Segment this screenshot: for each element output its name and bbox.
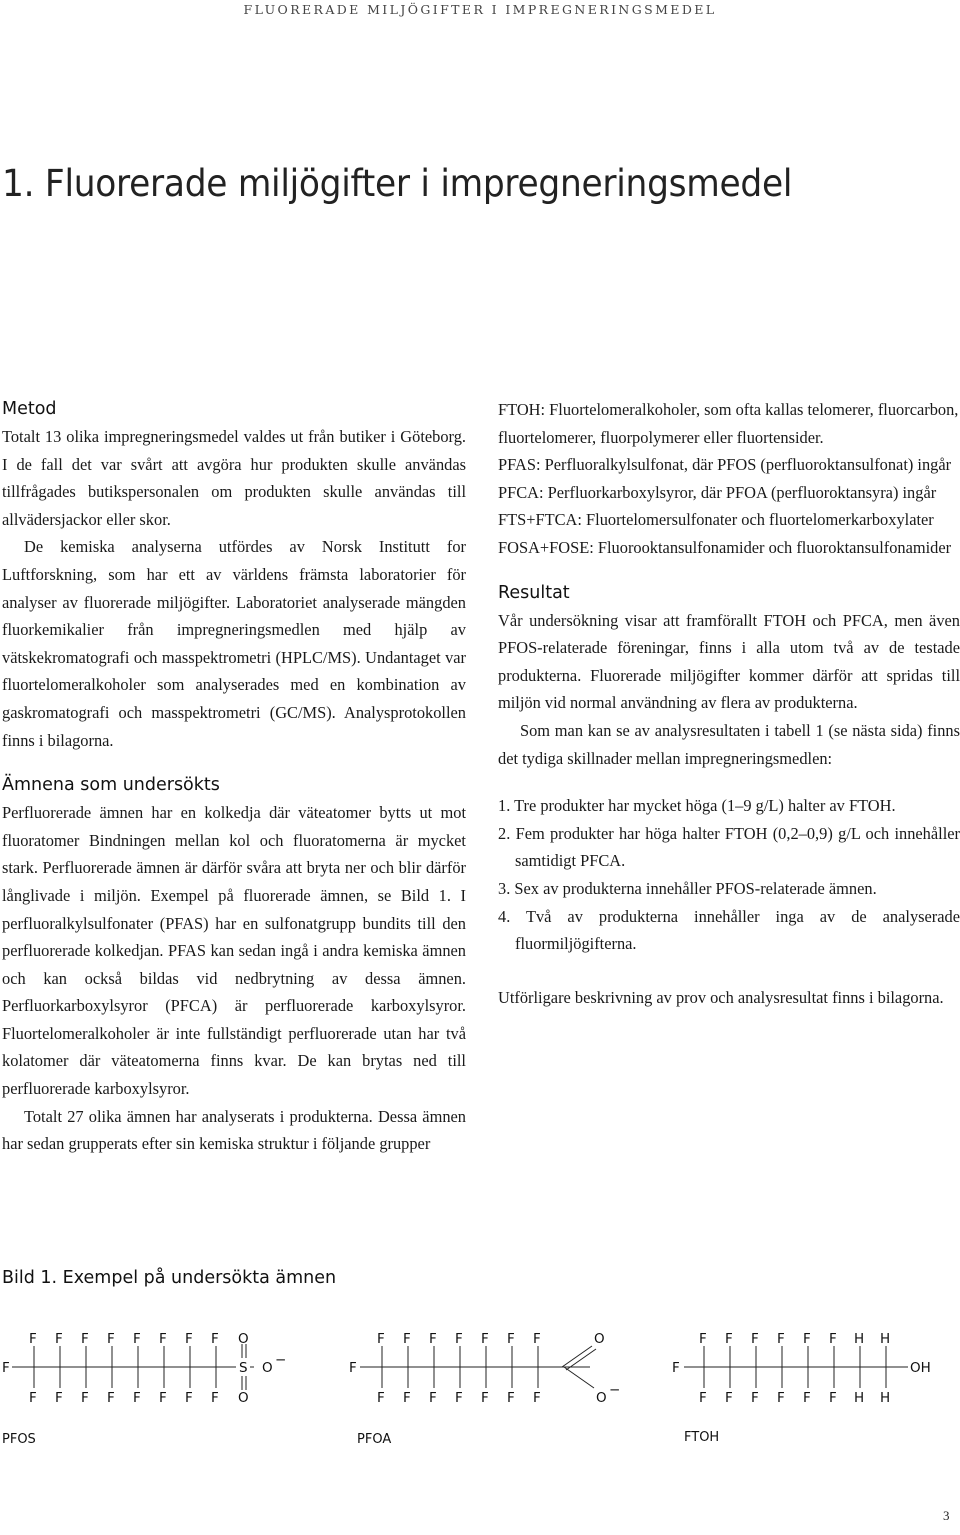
atom-f: F [107, 1331, 115, 1347]
atom-o: O [594, 1331, 605, 1347]
atom-f: F [751, 1331, 759, 1347]
atom-f: F [803, 1390, 811, 1406]
atom-f: F [777, 1390, 785, 1406]
atom-f: F [829, 1390, 837, 1406]
pfos-structure [2, 1318, 302, 1408]
atom-f: F [133, 1390, 141, 1406]
atom-f: F [507, 1331, 515, 1347]
atom-f: F [211, 1390, 219, 1406]
abbrev-fts-ftca: FTS+FTCA: Fluortelomersulfonater och fluortelomerkarboxylater [498, 510, 934, 530]
pfoa-structure [348, 1318, 648, 1408]
amnen-heading: Ämnena som undersökts [2, 775, 220, 796]
resultat-heading: Resultat [498, 582, 570, 603]
pfos-carbon-chain [12, 1344, 254, 1390]
ftoh-carbon-chain [684, 1346, 908, 1388]
atom-o: O [596, 1390, 607, 1406]
atom-f: F [55, 1390, 63, 1406]
chapter-title: 1. Fluorerade miljögifter i impregneringsmedel [2, 162, 793, 205]
atom-h: H [880, 1331, 891, 1347]
atom-o: O [238, 1331, 249, 1347]
atom-f: F [829, 1331, 837, 1347]
atom-f: F [777, 1331, 785, 1347]
atom-h: H [880, 1390, 891, 1406]
atom-o: O [262, 1360, 273, 1376]
atom-f: F [211, 1331, 219, 1347]
atom-f: F [377, 1331, 385, 1347]
pfoa-label: PFOA [357, 1432, 392, 1447]
ftoh-label: FTOH [684, 1430, 720, 1445]
atom-f: F [2, 1360, 10, 1376]
amnen-paragraph-2: Totalt 27 olika ämnen har analyserats i produkterna. Dessa ämnen har sedan grupperats efter sin kemiska struktur i följande grupper [2, 1106, 466, 1154]
ftoh-structure [672, 1318, 960, 1408]
atom-f: F [185, 1390, 193, 1406]
abbrev-pfas: PFAS: Perfluoralkylsulfonat, där PFOS (perfluoroktansulfonat) ingår [498, 455, 952, 475]
atom-f: F [751, 1390, 759, 1406]
atom-f: F [699, 1390, 707, 1406]
charge-minus: − [609, 1382, 621, 1398]
atom-s: S [239, 1360, 248, 1376]
metod-paragraph-2: De kemiska analyserna utfördes av Norsk Institutt for Luftforskning, som har ett av världens främsta laboratorier för analyser av fluorerade miljögifter. Laboratoriet analyserade mängden fluorkemikalier från impregneringsmedlen med hjälp av vätskekromatografi och masspektrometri (HPLC/MS). Undantaget var fluortelomeralkoholer som analyserades med en kombination av gaskromatografi och masspektrometri (GC/MS). Analysprotokollen finns i bilagorna. [2, 537, 466, 750]
resultat-paragraph-2: Som man kan se av analysresultaten i tabell 1 (se nästa sida) finns det tydiga skillnader mellan impregneringsmedlen: [498, 720, 960, 768]
atom-f: F [403, 1331, 411, 1347]
ftoh-atoms [672, 1331, 931, 1406]
right-column [498, 396, 960, 1011]
atom-f: F [507, 1390, 515, 1406]
atom-f: F [159, 1390, 167, 1406]
pfos-atoms [2, 1331, 286, 1406]
atom-o: O [238, 1390, 249, 1406]
left-column [2, 396, 466, 1158]
atom-f: F [429, 1331, 437, 1347]
atom-f: F [55, 1331, 63, 1347]
atom-f: F [725, 1390, 733, 1406]
amnen-paragraph-1: Perfluorerade ämnen har en kolkedja där väteatomer bytts ut mot fluoratomer Bindningen mellan kol och fluoratomerna är mycket stark. Perfluorerade ämnen är därför svåra att bryta ner och blir därför långlivade i miljön. Exempel på fluorerade ämnen, se Bild 1. I perfluoralkylsulfonater (PFAS) har en sulfonatgrupp bundits till den perfluorerade kolkedjan. PFAS kan sedan ingå i andra kemiska ämnen och kan också bildas vid nedbrytning av dessa ämnen. Perfluorkarboxylsyror (PFCA) är perfluorerade karboxylsyror. Fluortelomeralkoholer är inte fullständigt perfluorerade utan har två kolatomer där väteatomerna finns kvar. De kan brytas ned till perfluorerade karboxylsyror. [2, 803, 466, 1099]
atom-f: F [133, 1331, 141, 1347]
atom-f: F [533, 1331, 541, 1347]
abbrev-pfca: PFCA: Perfluorkarboxylsyror, där PFOA (perfluoroktansyra) ingår [498, 482, 937, 502]
atom-f: F [455, 1390, 463, 1406]
atom-f: F [725, 1331, 733, 1347]
atom-f: F [455, 1331, 463, 1347]
atom-f: F [159, 1331, 167, 1347]
atom-f: F [185, 1331, 193, 1347]
abbrev-ftoh: FTOH: Fluortelomeralkoholer, som ofta kallas telomerer, fluorcarbon, fluortelomerer, fluorpolymerer eller fluortensider. [498, 400, 959, 447]
page-number: 3 [943, 1508, 950, 1523]
pfoa-carbon-chain [360, 1346, 596, 1388]
finding-item: 2. Fem produkter har höga halter FTOH (0,2–0,9) g/L och innehåller samtidigt PFCA. [498, 823, 960, 871]
atom-f: F [481, 1390, 489, 1406]
pfoa-atoms [349, 1331, 620, 1406]
pfos-label: PFOS [2, 1432, 36, 1447]
closing-paragraph: Utförligare beskrivning av prov och analysresultat finns i bilagorna. [498, 987, 944, 1007]
atom-f: F [107, 1390, 115, 1406]
atom-f: F [81, 1331, 89, 1347]
atom-f: F [481, 1331, 489, 1347]
atom-oh: OH [910, 1360, 931, 1376]
abbrev-fosa-fose: FOSA+FOSE: Fluorooktansulfonamider och fluoroktansulfonamider [498, 537, 952, 557]
finding-item: 1. Tre produkter har mycket höga (1–9 g/L) halter av FTOH. [498, 796, 896, 816]
atom-f: F [533, 1390, 541, 1406]
findings-list [498, 792, 960, 958]
finding-item: 3. Sex av produkterna innehåller PFOS-relaterade ämnen. [498, 878, 877, 898]
atom-f: F [699, 1331, 707, 1347]
running-header: FLUORERADE MILJÖGIFTER I IMPREGNERINGSMEDEL [243, 2, 717, 17]
atom-f: F [429, 1390, 437, 1406]
atom-f: F [377, 1390, 385, 1406]
atom-f: F [81, 1390, 89, 1406]
atom-f: F [403, 1390, 411, 1406]
atom-h: H [854, 1390, 865, 1406]
resultat-paragraph-1: Vår undersökning visar att framförallt FTOH och PFCA, men även PFOS-relaterade föreningar, finns i alla utom två av de testade produkterna. Fluorerade miljögifter kommer därför att spridas till miljön vid normal användning av flera av produkterna. [498, 610, 960, 713]
finding-item: 4. Två av produkterna innehåller inga av de analyserade fluormiljögifterna. [498, 906, 960, 954]
abbreviation-list [498, 396, 960, 562]
atom-f: F [29, 1390, 37, 1406]
atom-f: F [29, 1331, 37, 1347]
metod-paragraph-1: Totalt 13 olika impregneringsmedel valdes ut från butiker i Göteborg. I de fall det var svårt att avgöra hur produkten skulle användas tillfrågades butikspersonalen om produkten skulle användas till allvädersjackor eller skor. [2, 427, 466, 529]
atom-h: H [854, 1331, 865, 1347]
atom-f: F [349, 1360, 357, 1376]
metod-heading: Metod [2, 399, 57, 419]
atom-f: F [672, 1360, 680, 1376]
charge-minus: − [275, 1352, 287, 1368]
atom-f: F [803, 1331, 811, 1347]
figure-caption: Bild 1. Exempel på undersökta ämnen [2, 1268, 337, 1288]
